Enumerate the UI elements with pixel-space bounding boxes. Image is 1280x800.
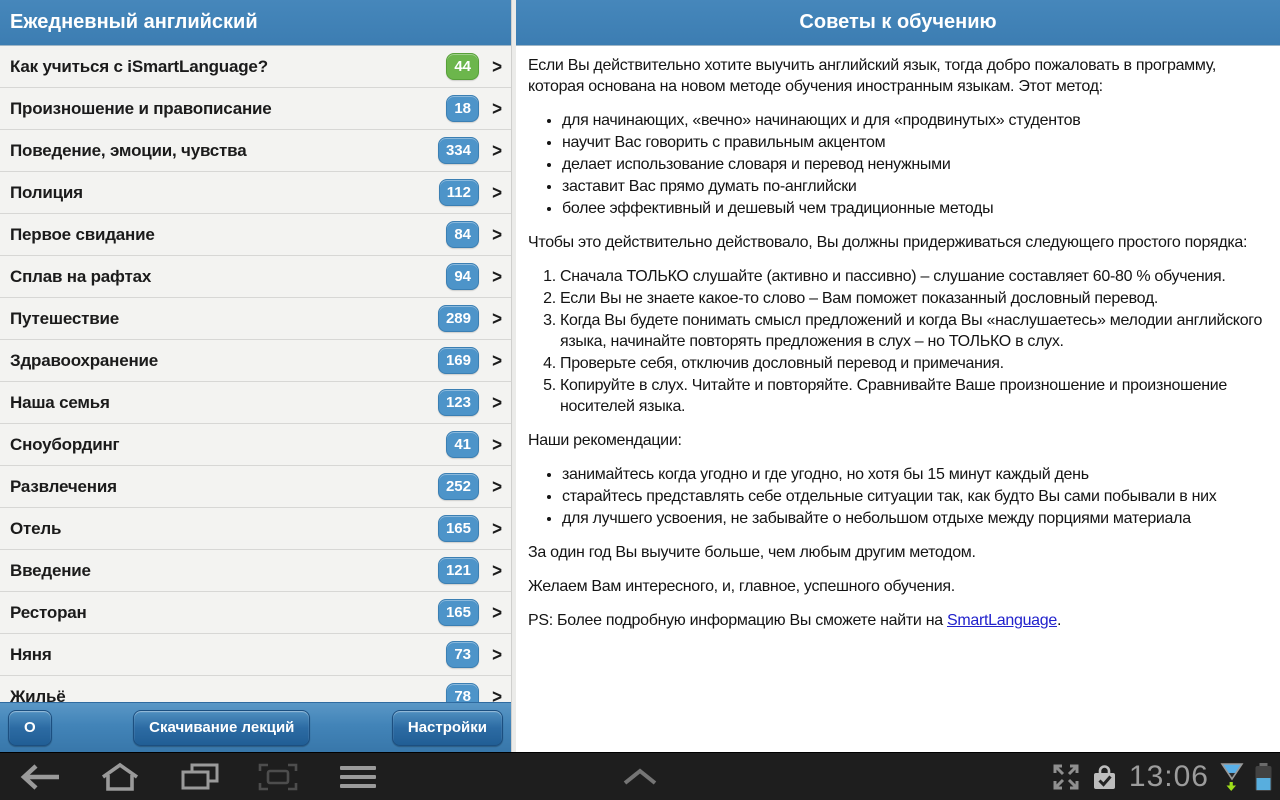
lesson-count-badge: 94 xyxy=(446,263,479,290)
chevron-right-icon: > xyxy=(492,391,502,413)
lesson-label: Няня xyxy=(10,644,52,664)
lesson-count-badge: 165 xyxy=(438,599,479,626)
bullet-item: • для лучшего усвоения, не забывайте о небольшом отдыхе между порциями материала xyxy=(562,508,1268,529)
lesson-row[interactable] xyxy=(0,634,511,676)
lesson-label: Введение xyxy=(10,560,91,580)
lesson-count-badge: 112 xyxy=(439,179,479,206)
closing-year-paragraph: За один год Вы выучите больше, чем любым другим методом. xyxy=(528,544,976,561)
step-item: 2. Если Вы не знаете какое-то слово – Вам поможет показанный дословный перевод. xyxy=(560,288,1268,309)
chevron-right-icon: > xyxy=(492,433,502,455)
lesson-label: Произношение и правописание xyxy=(10,98,272,118)
lesson-count-badge: 84 xyxy=(446,221,479,248)
chevron-up-icon xyxy=(622,767,658,787)
lesson-count-badge: 121 xyxy=(438,557,479,584)
chevron-right-icon: > xyxy=(492,601,502,623)
lesson-row[interactable] xyxy=(0,508,511,550)
lesson-row[interactable] xyxy=(0,88,511,130)
lesson-row[interactable] xyxy=(0,424,511,466)
lesson-row[interactable] xyxy=(0,550,511,592)
about-button[interactable]: О xyxy=(8,710,52,746)
lesson-label: Сноубординг xyxy=(10,434,120,454)
lesson-count-badge: 123 xyxy=(438,389,479,416)
menu-button[interactable] xyxy=(334,753,382,800)
back-arrow-icon xyxy=(18,763,62,791)
lesson-row[interactable] xyxy=(0,676,511,702)
lesson-label: Жильё xyxy=(10,686,66,702)
bullet-item: • для начинающих, «вечно» начинающих и для «продвинутых» студентов xyxy=(562,110,1268,131)
screenshot-button xyxy=(254,753,302,800)
step-item: 4. Проверьте себя, отключив дословный перевод и примечания. xyxy=(560,353,1268,374)
recents-icon xyxy=(181,763,219,791)
recents-button[interactable] xyxy=(176,753,224,800)
fullscreen-icon xyxy=(1052,763,1080,791)
signal-icon xyxy=(1220,762,1244,792)
bottom-toolbar xyxy=(0,702,511,752)
lesson-label: Полиция xyxy=(10,182,83,202)
bullet-item: • научит Вас говорить с правильным акцентом xyxy=(562,132,1268,153)
lesson-label: Отель xyxy=(10,518,62,538)
home-icon xyxy=(101,762,139,792)
lesson-row[interactable] xyxy=(0,298,511,340)
lesson-count-badge: 41 xyxy=(446,431,479,458)
ps-suffix: . xyxy=(1056,612,1062,629)
chevron-right-icon: > xyxy=(492,223,502,245)
lesson-label: Здравоохранение xyxy=(10,350,159,370)
menu-icon xyxy=(339,764,377,790)
bullet-item: • занимайтесь когда угодно и где угодно, но хотя бы 15 минут каждый день xyxy=(562,464,1268,485)
lesson-count-badge: 165 xyxy=(438,515,479,542)
lessons-title: Ежедневный английский xyxy=(10,11,258,33)
recommendations-heading: Наши рекомендации: xyxy=(528,432,682,449)
chevron-right-icon: > xyxy=(492,349,502,371)
lessons-panel xyxy=(0,0,511,752)
android-navbar xyxy=(0,752,1280,800)
lesson-count-badge: 44 xyxy=(446,53,479,80)
tips-content xyxy=(516,46,1280,631)
lesson-label: Сплав на рафтах xyxy=(10,266,152,286)
lessons-header xyxy=(0,0,511,46)
lesson-label: Первое свидание xyxy=(10,224,155,244)
intro-paragraph: Если Вы действительно хотите выучить английский язык, тогда добро пожаловать в программу, которая основана на новом методе обучения иностранным языкам. Этот метод: xyxy=(528,57,1217,95)
lesson-row[interactable] xyxy=(0,130,511,172)
ps-prefix: PS: Более подробную информацию Вы сможете найти на xyxy=(528,612,947,629)
battery-icon xyxy=(1255,763,1272,792)
lesson-row[interactable] xyxy=(0,214,511,256)
lesson-label: Развлечения xyxy=(10,476,117,496)
lesson-row[interactable] xyxy=(0,382,511,424)
method-bullets xyxy=(528,110,1268,219)
lesson-count-badge: 73 xyxy=(446,641,479,668)
step-item: 5. Копируйте в слух. Читайте и повторяйте. Сравнивайте Ваше произношение и произношение носителей языка. xyxy=(560,375,1268,417)
ps-paragraph xyxy=(528,610,1268,631)
lesson-row[interactable] xyxy=(0,466,511,508)
chevron-right-icon: > xyxy=(492,517,502,539)
chevron-right-icon: > xyxy=(492,643,502,665)
lesson-count-badge: 18 xyxy=(446,95,479,122)
step-item: 3. Когда Вы будете понимать смысл предложений и когда Вы «наслушаетесь» мелодии английского языка, начинайте повторять предложения в слух – но ТОЛЬКО в слух. xyxy=(560,310,1268,352)
home-button[interactable] xyxy=(96,753,144,800)
lesson-count-badge: 252 xyxy=(438,473,479,500)
keyboard-hide-button[interactable] xyxy=(616,753,664,800)
chevron-right-icon: > xyxy=(492,55,502,77)
lesson-row[interactable] xyxy=(0,256,511,298)
tips-panel xyxy=(516,0,1280,752)
chevron-right-icon: > xyxy=(492,475,502,497)
lesson-count-badge: 169 xyxy=(438,347,479,374)
chevron-right-icon: > xyxy=(492,265,502,287)
tips-header xyxy=(516,0,1280,46)
order-steps xyxy=(528,266,1268,417)
step-item: 1. Сначала ТОЛЬКО слушайте (активно и пассивно) – слушание составляет 60-80 % обучения. xyxy=(560,266,1268,287)
lesson-count-badge: 78 xyxy=(446,683,479,702)
smartlanguage-link[interactable]: SmartLanguage xyxy=(947,612,1057,629)
settings-button[interactable]: Настройки xyxy=(392,710,503,746)
lesson-count-badge: 334 xyxy=(438,137,479,164)
chevron-right-icon: > xyxy=(492,181,502,203)
chevron-right-icon: > xyxy=(492,559,502,581)
lesson-count-badge: 289 xyxy=(438,305,479,332)
lesson-label: Поведение, эмоции, чувства xyxy=(10,140,247,160)
back-button[interactable] xyxy=(16,753,64,800)
order-intro-paragraph: Чтобы это действительно действовало, Вы должны придерживаться следующего простого порядка: xyxy=(528,234,1248,251)
bullet-item: • старайтесь представлять себе отдельные ситуации так, как будто Вы сами побывали в них xyxy=(562,486,1268,507)
bullet-item: • более эффективный и дешевый чем традиционные методы xyxy=(562,198,1268,219)
lesson-row[interactable] xyxy=(0,172,511,214)
download-complete-icon xyxy=(1091,764,1118,791)
lesson-label: Путешествие xyxy=(10,308,119,328)
lesson-row[interactable] xyxy=(0,46,511,88)
toolbar-center xyxy=(52,710,392,746)
clock: 13:06 xyxy=(1128,760,1209,793)
bullet-item: • заставит Вас прямо думать по-английски xyxy=(562,176,1268,197)
chevron-right-icon: > xyxy=(492,97,502,119)
lesson-label: Наша семья xyxy=(10,392,110,412)
chevron-right-icon: > xyxy=(492,307,502,329)
lesson-label: Как учиться с iSmartLanguage? xyxy=(10,56,268,76)
recommendation-bullets xyxy=(528,464,1268,529)
lesson-list xyxy=(0,46,511,702)
lesson-row[interactable] xyxy=(0,340,511,382)
lesson-row[interactable] xyxy=(0,592,511,634)
lesson-label: Ресторан xyxy=(10,602,87,622)
download-lectures-button[interactable]: Скачивание лекций xyxy=(133,710,310,746)
bullet-item: • делает использование словаря и перевод ненужными xyxy=(562,154,1268,175)
tips-title: Советы к обучению xyxy=(799,11,997,33)
chevron-right-icon: > xyxy=(492,139,502,161)
chevron-right-icon: > xyxy=(492,685,502,702)
closing-wish-paragraph: Желаем Вам интересного, и, главное, успешного обучения. xyxy=(528,578,955,595)
status-tray[interactable] xyxy=(1052,753,1272,800)
screenshot-icon xyxy=(258,763,298,791)
